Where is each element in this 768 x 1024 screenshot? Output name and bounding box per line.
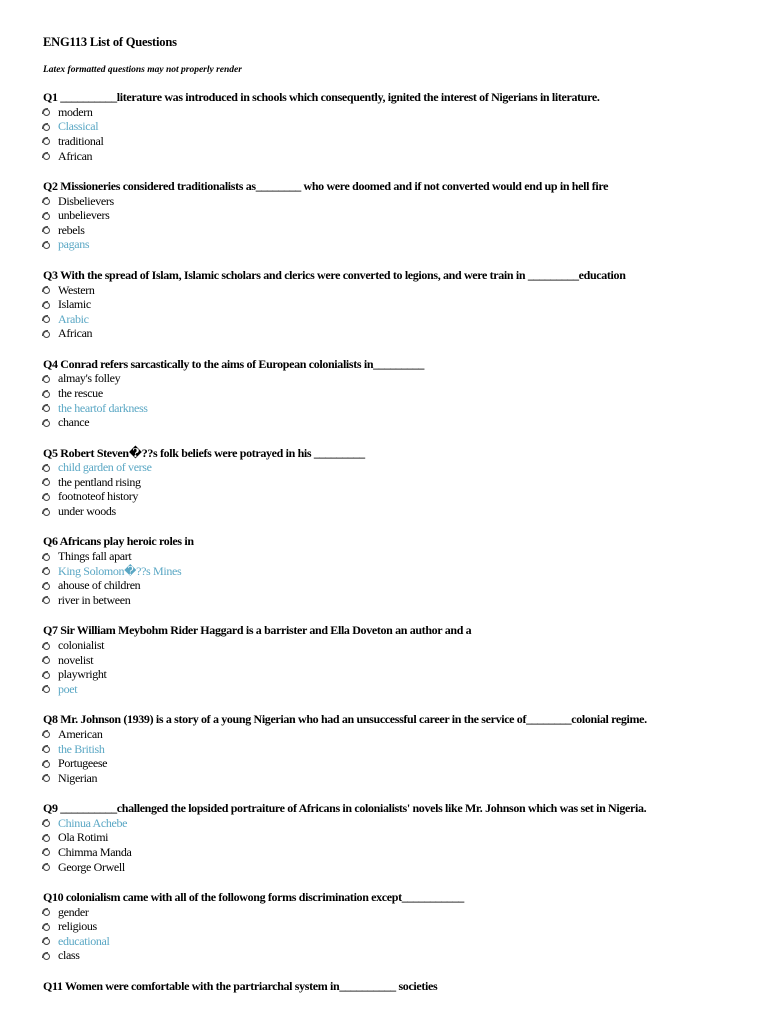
radio-button-icon[interactable] — [43, 909, 50, 916]
answer-option-label: Ola Rotimi — [58, 830, 109, 845]
radio-button-icon[interactable] — [43, 153, 50, 160]
question-5 — [43, 446, 743, 519]
radio-button-icon[interactable] — [43, 287, 50, 294]
answer-option[interactable] — [43, 653, 743, 668]
answer-option-label: unbelievers — [58, 208, 110, 223]
answer-option[interactable] — [43, 756, 743, 771]
answer-option-label: George Orwell — [58, 859, 125, 874]
answer-option[interactable] — [43, 194, 743, 209]
radio-button-icon[interactable] — [43, 316, 50, 323]
answer-option-label: traditional — [58, 133, 104, 148]
page-title: ENG113 List of Questions — [43, 35, 177, 49]
question-text: Q10 colonialism came with all of the followong forms discrimination except___________ — [43, 889, 464, 904]
answer-option[interactable] — [43, 504, 743, 519]
answer-option-label: Classical — [58, 119, 99, 134]
answer-option-correct[interactable] — [43, 816, 743, 831]
radio-button-icon[interactable] — [43, 376, 50, 383]
answer-option-label: ahouse of children — [58, 578, 141, 593]
radio-button-icon[interactable] — [43, 731, 50, 738]
radio-button-icon[interactable] — [43, 479, 50, 486]
answer-option-label: Arabic — [58, 311, 89, 326]
radio-button-icon[interactable] — [43, 302, 50, 309]
radio-button-icon[interactable] — [43, 198, 50, 205]
answer-option-label: American — [58, 726, 103, 741]
answer-option-label: Western — [58, 282, 95, 297]
answer-option-label: chance — [58, 415, 90, 430]
radio-button-icon[interactable] — [43, 227, 50, 234]
answer-option-label: King Solomon�??s Mines — [58, 563, 182, 578]
answer-option-label: religious — [58, 919, 97, 934]
answer-option-label: Portugeese — [58, 756, 108, 771]
answer-option-label: child garden of verse — [58, 460, 152, 475]
radio-button-icon[interactable] — [43, 924, 50, 931]
answer-option-label: African — [58, 148, 93, 163]
answer-option-correct[interactable] — [43, 238, 743, 253]
answer-option[interactable] — [43, 905, 743, 920]
radio-button-icon[interactable] — [43, 138, 50, 145]
question-text: Q3 With the spread of Islam, Islamic scholars and clerics were converted to legions, and were train in _________education — [43, 267, 626, 282]
answer-option-label: the rescue — [58, 386, 103, 401]
answer-option-label: African — [58, 326, 93, 341]
question-10 — [43, 890, 743, 963]
question-text: Q4 Conrad refers sarcastically to the aims of European colonialists in_________ — [43, 356, 425, 371]
radio-button-icon[interactable] — [43, 835, 50, 842]
radio-button-icon[interactable] — [43, 938, 50, 945]
answer-option[interactable] — [43, 134, 743, 149]
answer-option-label: Nigerian — [58, 770, 98, 785]
answer-option-label: the British — [58, 741, 105, 756]
question-7 — [43, 623, 743, 696]
radio-button-icon[interactable] — [43, 494, 50, 501]
question-text: Q1 __________literature was introduced in schools which consequently, ignited the interest of Nigerians in literature. — [43, 90, 600, 104]
answer-option[interactable] — [43, 919, 743, 934]
radio-button-icon[interactable] — [43, 953, 50, 960]
radio-button-icon[interactable] — [43, 124, 50, 131]
answer-option[interactable] — [43, 475, 743, 490]
answer-option-correct[interactable] — [43, 682, 743, 697]
answer-option-label: footnoteof history — [58, 489, 139, 504]
answer-option[interactable] — [43, 223, 743, 238]
question-9 — [43, 801, 743, 874]
answer-option-label: river in between — [58, 592, 131, 607]
answer-option[interactable] — [43, 327, 743, 342]
answer-option-label: Islamic — [58, 297, 91, 312]
answer-option[interactable] — [43, 149, 743, 164]
question-6 — [43, 534, 743, 607]
answer-option[interactable] — [43, 415, 743, 430]
question-4 — [43, 357, 743, 430]
radio-button-icon[interactable] — [43, 849, 50, 856]
question-text: Q6 Africans play heroic roles in — [43, 534, 194, 549]
question-1 — [43, 90, 743, 163]
radio-button-icon[interactable] — [43, 554, 50, 561]
answer-option[interactable] — [43, 667, 743, 682]
answer-option-label: novelist — [58, 652, 94, 667]
radio-button-icon[interactable] — [43, 109, 50, 116]
answer-option-correct[interactable] — [43, 461, 743, 476]
answer-option-label: Things fall apart — [58, 549, 132, 564]
answer-option-label: Chinua Achebe — [58, 815, 128, 830]
radio-button-icon[interactable] — [43, 213, 50, 220]
radio-button-icon[interactable] — [43, 746, 50, 753]
answer-option[interactable] — [43, 771, 743, 786]
radio-button-icon[interactable] — [43, 672, 50, 679]
question-8 — [43, 712, 743, 785]
answer-option-label: poet — [58, 681, 78, 696]
answer-option-correct[interactable] — [43, 564, 743, 579]
answer-option[interactable] — [43, 593, 743, 608]
question-text: Q9 __________challenged the lopsided portraiture of Africans in colonialists' novels like Mr. Johnson which was set in Nigeria. — [43, 801, 647, 815]
answer-option[interactable] — [43, 297, 743, 312]
question-2 — [43, 179, 743, 252]
answer-option-correct[interactable] — [43, 742, 743, 757]
answer-option-label: pagans — [58, 237, 90, 252]
answer-option[interactable] — [43, 949, 743, 964]
radio-button-icon[interactable] — [43, 820, 50, 827]
answer-option-label: Chimma Manda — [58, 844, 132, 859]
answer-option-label: modern — [58, 104, 93, 119]
radio-button-icon[interactable] — [43, 583, 50, 590]
answer-option-correct[interactable] — [43, 401, 743, 416]
radio-button-icon[interactable] — [43, 761, 50, 768]
answer-option[interactable] — [43, 283, 743, 298]
radio-button-icon[interactable] — [43, 568, 50, 575]
radio-button-icon[interactable] — [43, 597, 50, 604]
radio-button-icon[interactable] — [43, 657, 50, 664]
answer-option[interactable] — [43, 860, 743, 875]
answer-option-label: Disbelievers — [58, 193, 114, 208]
answer-option-label: the pentland rising — [58, 474, 141, 489]
question-3 — [43, 268, 743, 341]
answer-option-label: playwright — [58, 667, 107, 682]
radio-button-icon[interactable] — [43, 391, 50, 398]
answer-option-label: colonialist — [58, 638, 105, 653]
radio-button-icon[interactable] — [43, 420, 50, 427]
radio-button-icon[interactable] — [43, 405, 50, 412]
question-text: Q2 Missioneries considered traditionalists as________ who were doomed and if not converted would end up in hell fire — [43, 178, 609, 193]
radio-button-icon[interactable] — [43, 864, 50, 871]
answer-option-label: under woods — [58, 504, 116, 519]
radio-button-icon[interactable] — [43, 643, 50, 650]
answer-option[interactable] — [43, 831, 743, 846]
answer-option-correct[interactable] — [43, 312, 743, 327]
answer-option[interactable] — [43, 579, 743, 594]
answer-option-label: rebels — [58, 222, 85, 237]
question-text: Q7 Sir William Meybohm Rider Haggard is a barrister and Ella Doveton an author and a — [43, 623, 472, 638]
question-text: Q11 Women were comfortable with the partriarchal system in__________ societies — [43, 978, 438, 993]
question-11 — [43, 979, 743, 994]
answer-option-label: class — [58, 948, 80, 963]
radio-button-icon[interactable] — [43, 775, 50, 782]
answer-option-label: the heartof darkness — [58, 400, 148, 415]
answer-option[interactable] — [43, 386, 743, 401]
question-text: Q5 Robert Steven�??s folk beliefs were potrayed in his _________ — [43, 445, 365, 460]
radio-button-icon[interactable] — [43, 686, 50, 693]
question-text: Q8 Mr. Johnson (1939) is a story of a young Nigerian who had an unsuccessful career in the service of________colonial regime. — [43, 712, 647, 727]
answer-option-label: educational — [58, 933, 110, 948]
document-page — [43, 34, 743, 1009]
answer-option[interactable] — [43, 490, 743, 505]
render-note: Latex formatted questions may not properly render — [43, 65, 242, 75]
answer-option[interactable] — [43, 638, 743, 653]
answer-option-correct[interactable] — [43, 120, 743, 135]
answer-option-label: almay's folley — [58, 371, 121, 386]
answer-option[interactable] — [43, 845, 743, 860]
answer-option[interactable] — [43, 105, 743, 120]
radio-button-icon[interactable] — [43, 509, 50, 516]
radio-button-icon[interactable] — [43, 242, 50, 249]
answer-option[interactable] — [43, 727, 743, 742]
answer-option[interactable] — [43, 549, 743, 564]
answer-option-correct[interactable] — [43, 934, 743, 949]
radio-button-icon[interactable] — [43, 331, 50, 338]
answer-option[interactable] — [43, 372, 743, 387]
answer-option-label: gender — [58, 904, 89, 919]
answer-option[interactable] — [43, 208, 743, 223]
radio-button-icon[interactable] — [43, 465, 50, 472]
question-list — [43, 90, 743, 994]
